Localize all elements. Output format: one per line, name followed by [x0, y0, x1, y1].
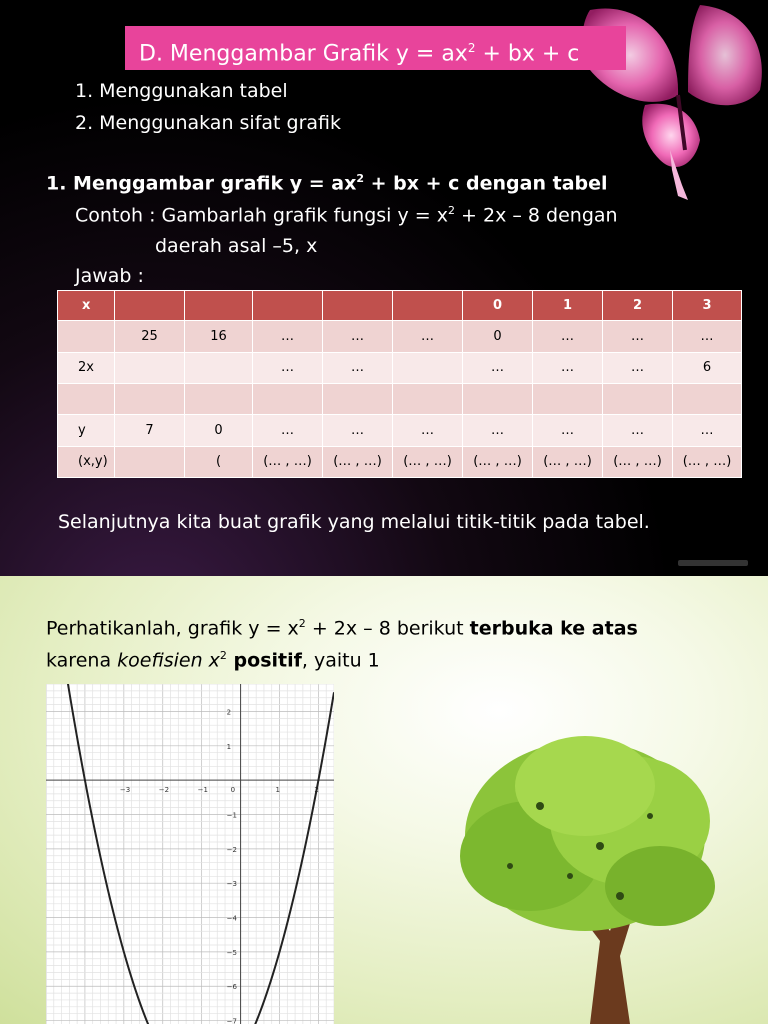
explanation-superscript: 2: [298, 617, 306, 630]
table-cell: 0: [463, 321, 533, 352]
x-tick-label: −3: [119, 786, 131, 795]
table-cell: [253, 291, 323, 321]
x-tick-label: 1: [275, 786, 280, 795]
subheading-text-rest: + bx + c dengan tabel: [364, 172, 608, 195]
table-cell: [393, 352, 463, 383]
title-text-rest: + bx + c: [475, 41, 580, 67]
table-cell: (… , …): [253, 446, 323, 477]
table-cell: …: [323, 321, 393, 352]
table-row: [58, 383, 742, 414]
table-cell: x: [58, 291, 115, 321]
y-tick-label: −6: [226, 983, 237, 992]
table-cell: (… , …): [463, 446, 533, 477]
table-row: [58, 415, 742, 446]
table-cell: [323, 291, 393, 321]
table-cell: (… , …): [393, 446, 463, 477]
table-cell: 1: [533, 291, 603, 321]
table-cell: [58, 321, 115, 352]
table-cell: [673, 383, 742, 414]
x-tick-label: 0: [230, 786, 236, 795]
parabola-curve: [46, 684, 334, 1024]
table-cell: 2: [603, 291, 673, 321]
explanation-text: Perhatikanlah, grafik y = x: [46, 617, 299, 640]
table-cell: [115, 383, 185, 414]
table-cell: …: [393, 321, 463, 352]
table-row: [58, 446, 742, 477]
coefficient-superscript: 2: [219, 649, 227, 662]
y-tick-label: 2: [226, 708, 232, 717]
table-cell: [115, 352, 185, 383]
table-cell: 25: [115, 321, 185, 352]
table-cell: [185, 352, 253, 383]
table-cell: …: [323, 352, 393, 383]
table-cell: …: [603, 415, 673, 446]
table-cell: …: [673, 415, 742, 446]
table-cell: …: [533, 352, 603, 383]
table-cell: [253, 383, 323, 414]
example-text-rest: + 2x – 8 dengan: [455, 204, 618, 227]
table-cell: [58, 383, 115, 414]
footer-text: Selanjutnya kita buat grafik yang melalui titik-titik pada tabel.: [58, 511, 650, 533]
explanation-line-1: [46, 617, 638, 639]
table-cell: (… , …): [673, 446, 742, 477]
table-cell: …: [393, 415, 463, 446]
answer-label: Jawab :: [75, 265, 144, 287]
y-tick-label: 1: [226, 742, 232, 751]
y-tick-label: −3: [226, 880, 237, 889]
table-cell: (: [185, 446, 253, 477]
x-tick-label: 2: [314, 786, 319, 795]
list-item-1: 1. Menggunakan tabel: [75, 80, 288, 102]
table-cell: 6: [673, 352, 742, 383]
table-row: [58, 291, 742, 321]
table-cell: [323, 383, 393, 414]
watermark: [678, 560, 748, 566]
value-table-body: [58, 291, 742, 478]
x-tick-label: −1: [197, 786, 209, 795]
table-cell: 3: [673, 291, 742, 321]
table-cell: …: [463, 352, 533, 383]
table-cell: [115, 446, 185, 477]
subheading: [46, 172, 608, 194]
table-cell: (… , …): [323, 446, 393, 477]
table-cell: [603, 383, 673, 414]
example-line-2: daerah asal –5, x: [155, 235, 318, 257]
y-tick-label: −5: [226, 948, 237, 957]
opens-upward-text: terbuka ke atas: [469, 617, 638, 640]
table-cell: [185, 383, 253, 414]
title-superscript: 2: [467, 41, 476, 55]
y-tick-label: −1: [226, 811, 237, 820]
explanation-line-2: [46, 649, 380, 671]
explanation-text-end: , yaitu 1: [301, 649, 380, 672]
table-row: [58, 321, 742, 352]
table-cell: …: [603, 321, 673, 352]
example-text: Contoh : Gambarlah grafik fungsi y = x: [75, 204, 448, 227]
table-cell: [393, 383, 463, 414]
subheading-text: 1. Menggambar grafik y = ax: [46, 172, 357, 195]
table-cell: 0: [185, 415, 253, 446]
example-superscript: 2: [448, 204, 455, 217]
table-cell: …: [533, 415, 603, 446]
table-cell: …: [533, 321, 603, 352]
x-tick-label: −2: [158, 786, 170, 795]
table-cell: …: [323, 415, 393, 446]
table-cell: …: [603, 352, 673, 383]
table-cell: …: [253, 352, 323, 383]
table-cell: …: [253, 415, 323, 446]
title-text: D. Menggambar Grafik y = ax: [139, 41, 468, 67]
table-cell: …: [253, 321, 323, 352]
table-cell: 7: [115, 415, 185, 446]
coefficient-text: koefisien x: [117, 649, 220, 672]
explanation-text-rest: + 2x – 8 berikut: [305, 617, 470, 640]
table-cell: 2x: [58, 352, 115, 383]
table-cell: [463, 383, 533, 414]
example-line-1: [75, 204, 618, 226]
parabola-graph: [46, 684, 334, 1024]
tree-icon: [420, 726, 750, 1024]
explanation-text-2: karena: [46, 649, 118, 672]
subheading-superscript: 2: [356, 172, 364, 185]
table-cell: [115, 291, 185, 321]
table-cell: [393, 291, 463, 321]
table-cell: [533, 383, 603, 414]
positive-text: positif: [226, 649, 302, 672]
table-cell: (… , …): [603, 446, 673, 477]
table-cell: (… , …): [533, 446, 603, 477]
table-row: [58, 352, 742, 383]
table-cell: 0: [463, 291, 533, 321]
slide-graph-properties: [0, 576, 768, 1024]
table-cell: …: [673, 321, 742, 352]
table-cell: 16: [185, 321, 253, 352]
y-tick-label: −7: [226, 1017, 237, 1024]
y-tick-label: −4: [226, 914, 237, 923]
slide-title: [125, 26, 626, 70]
table-cell: (x,y): [58, 446, 115, 477]
value-table: [57, 290, 742, 478]
table-cell: [185, 291, 253, 321]
list-item-2: 2. Menggunakan sifat grafik: [75, 112, 342, 134]
y-tick-label: −2: [226, 845, 237, 854]
table-cell: …: [463, 415, 533, 446]
table-cell: y: [58, 415, 115, 446]
